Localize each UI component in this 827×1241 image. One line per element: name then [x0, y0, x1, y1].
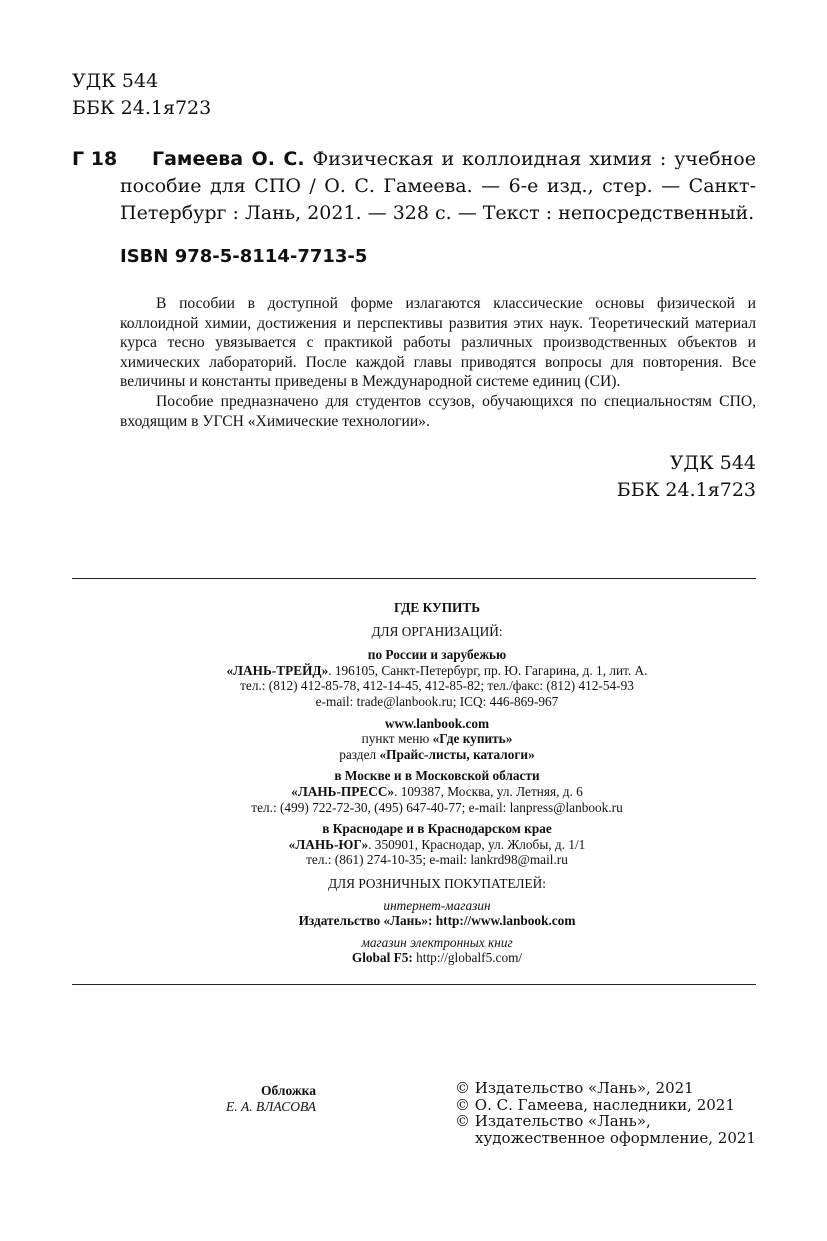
ebook-store-name: Global F5: [351, 950, 413, 966]
menu-item: «Где купить» [432, 731, 513, 747]
annotation-paragraph: В пособии в доступной форме излагаются классические основы физической и коллоидной химии, достижения и перспективы развития этих наук. Теоретический материал курса тесно увязывается с практикой работы различных производственных объектов и химических лабораторий. После каждой главы приводятся вопросы для повторения. Все величины и константы приведены в Международной системе единиц (СИ). [120, 295, 756, 391]
bibliographic-entry [72, 146, 756, 227]
russia-heading: по России и зарубежью [367, 647, 507, 663]
website-menu [72, 731, 802, 747]
cover-designer: Е. А. ВЛАСОВА [225, 1099, 316, 1114]
address-text: . 196105, Санкт-Петербург, пр. Ю. Гагарина, д. 1, лит. А. [328, 662, 648, 678]
copyright-line: © Издательство «Лань», [455, 1112, 651, 1130]
copyright-block [455, 1080, 756, 1146]
online-store-label: интернет-магазин [383, 897, 491, 913]
where-to-buy-title: ГДЕ КУПИТЬ [393, 600, 481, 615]
russia-address [72, 663, 802, 679]
krasnodar-phones: тел.: (861) 274-10-35; e-mail: lankrd98@mail.ru [306, 852, 568, 868]
website-section [72, 747, 802, 763]
copyright-line: художественное оформление, 2021 [475, 1128, 756, 1147]
udk-code: УДК 544 [669, 452, 756, 474]
company-name: «ЛАНЬ-ПРЕСС» [291, 783, 395, 799]
address-text: . 350901, Краснодар, ул. Жлобы, д. 1/1 [368, 836, 586, 852]
ebook-store-url: http://globalf5.com/ [412, 950, 523, 966]
isbn: ISBN 978-5-8114-7713-5 [120, 246, 368, 267]
ebook-store-label: магазин электронных книг [361, 934, 513, 950]
section-item: «Прайс-листы, каталоги» [379, 746, 535, 762]
website-link[interactable]: www.lanbook.com [384, 715, 490, 731]
krasnodar-address [72, 837, 802, 853]
bibliographic-description [120, 146, 756, 227]
udk-code: УДК 544 [72, 70, 159, 92]
online-store-name[interactable]: Издательство «Лань»: http://www.lanbook.com [298, 913, 576, 929]
bbk-code: ББК 24.1я723 [72, 97, 212, 119]
org-heading: ДЛЯ ОРГАНИЗАЦИЙ: [371, 623, 503, 639]
krasnodar-heading: в Краснодаре и в Краснодарском крае [322, 821, 552, 837]
bottom-classification [617, 450, 756, 504]
copyright-line: © О. С. Гамеева, наследники, 2021 [455, 1095, 735, 1114]
where-to-buy [72, 600, 802, 966]
company-name: «ЛАНЬ-ТРЕЙД» [226, 662, 329, 678]
copyright-line: © Издательство «Лань», 2021 [455, 1079, 694, 1097]
moscow-address [72, 784, 802, 800]
retail-heading: ДЛЯ РОЗНИЧНЫХ ПОКУПАТЕЛЕЙ: [328, 875, 546, 891]
moscow-heading: в Москве и в Московской области [334, 768, 540, 784]
description-text: Физическая и коллоидная химия : учебное пособие для СПО / О. С. Гамеева. — 6-е изд., стер. — Санкт-Петербург : Лань, 2021. — 328 с. — Текст : непосредственный. [120, 148, 756, 224]
cover-credit [190, 1083, 316, 1115]
author-sign: Г 18 [72, 148, 118, 170]
menu-prefix: пункт меню [361, 731, 433, 747]
bbk-code: ББК 24.1я723 [616, 479, 756, 501]
ebook-store[interactable] [72, 950, 802, 966]
moscow-phones: тел.: (499) 722-72-30, (495) 647-40-77; e-mail: lanpress@lanbook.ru [251, 799, 623, 815]
divider-top [72, 578, 756, 579]
annotation [120, 294, 756, 431]
annotation-paragraph: Пособие предназначено для студентов ссузов, обучающихся по специальностям СПО, входящим в УГСН «Химические технологии». [120, 392, 756, 430]
divider-bottom [72, 984, 756, 985]
author-name: Гамеева О. С. [152, 148, 305, 170]
russia-phones: тел.: (812) 412-85-78, 412-14-45, 412-85-82; тел./факс: (812) 412-54-93 [240, 678, 634, 694]
top-classification [72, 68, 211, 122]
address-text: . 109387, Москва, ул. Летняя, д. 6 [394, 783, 583, 799]
section-prefix: раздел [339, 746, 380, 762]
russia-email: e-mail: trade@lanbook.ru; ICQ: 446-869-967 [315, 693, 559, 709]
cover-label: Обложка [260, 1083, 316, 1098]
company-name: «ЛАНЬ-ЮГ» [288, 836, 369, 852]
